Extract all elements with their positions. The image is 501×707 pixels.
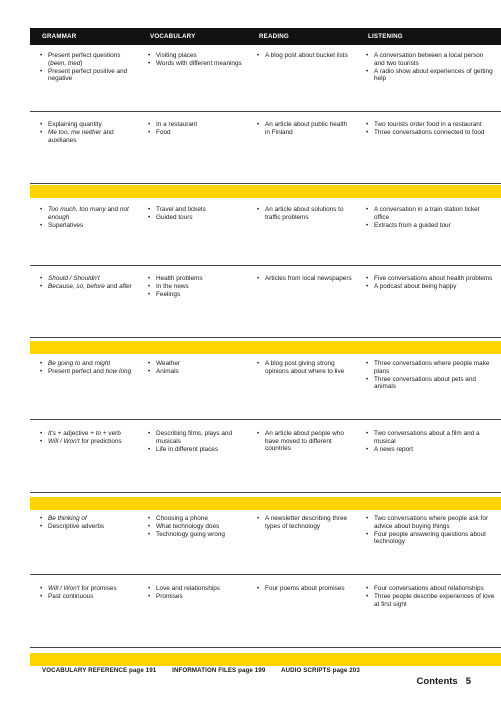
information-files-link[interactable]: INFORMATION FILES page 199 (172, 667, 266, 674)
bullet-list (365, 206, 495, 229)
bullet-list (365, 275, 495, 291)
listening-cell (365, 515, 495, 547)
page-footer-label (417, 676, 471, 687)
list-item: • A blog post about bucket lists (256, 52, 352, 60)
vocabulary-reference-link[interactable]: VOCABULARY REFERENCE page 191 (42, 667, 157, 674)
list-item (39, 438, 135, 446)
list-item: • Promises (147, 593, 243, 601)
list-item: • What technology does (147, 523, 243, 531)
list-item: • Technology going wrong (147, 531, 243, 539)
text-segment: Explaining quantity (48, 121, 102, 128)
list-item (39, 523, 135, 531)
list-item: • Life in different places (147, 446, 243, 454)
list-item: • Three people describe experiences of love at first sight (365, 593, 495, 608)
bullet-list (256, 430, 352, 453)
text-segment: and (105, 206, 120, 213)
listening-cell (365, 275, 495, 291)
text-segment: how long (105, 368, 132, 376)
vocabulary-cell (147, 585, 243, 601)
list-item: • Love and relationships (147, 585, 243, 593)
listening-cell (365, 360, 495, 392)
vocabulary-cell (147, 430, 243, 454)
section-band (30, 653, 501, 666)
text-segment: Be going to (48, 360, 81, 367)
text-segment: and (104, 283, 120, 291)
bullet-list (256, 206, 352, 221)
listening-cell (365, 206, 495, 230)
listening-cell (365, 52, 495, 84)
bullet-list (147, 121, 243, 137)
table-row (30, 423, 501, 493)
column-header-vocabulary: VOCABULARY (150, 33, 196, 40)
grammar-cell (39, 121, 135, 145)
table-row (30, 45, 501, 112)
reference-footer (42, 667, 374, 674)
list-item: • In a restaurant (147, 121, 243, 129)
vocabulary-cell (147, 515, 243, 540)
bullet-list (39, 206, 135, 229)
list-item (39, 206, 135, 221)
list-item (39, 129, 135, 144)
list-item: • Four people answering questions about technology (365, 531, 495, 546)
bullet-list (147, 515, 243, 539)
bullet-list (39, 515, 135, 531)
text-segment: might (94, 360, 111, 367)
list-item: • Guided tours (147, 214, 243, 222)
text-segment: It's (48, 430, 56, 437)
bullet-list (365, 585, 495, 608)
bullet-list (256, 515, 352, 530)
text-segment: not enough (48, 206, 129, 221)
bullet-list (39, 360, 135, 376)
list-item: • Choosing a phone (147, 515, 243, 523)
bullet-list (256, 275, 352, 283)
contents-table-header (30, 28, 501, 45)
text-segment: Superlatives (48, 221, 84, 229)
column-header-listening: LISTENING (368, 33, 403, 40)
table-row (30, 353, 501, 420)
list-item: • Four conversations about relationships (365, 585, 495, 593)
text-segment: Will / Won't (48, 585, 80, 592)
text-segment: Be thinking of (48, 515, 87, 522)
list-item (39, 121, 135, 129)
text-segment: for predictions (79, 438, 122, 446)
vocabulary-cell (147, 360, 243, 376)
list-item: • Three conversations connected to food (365, 129, 495, 137)
bullet-list (39, 430, 135, 446)
vocabulary-cell (147, 275, 243, 300)
text-segment: Me too, me neither (48, 129, 102, 137)
list-item: • Words with different meanings (147, 60, 243, 68)
listening-cell (365, 430, 495, 454)
list-item: • Health problems (147, 275, 243, 283)
list-item: • A radio show about experiences of getting help (365, 68, 495, 83)
list-item: • Four poems about promises (256, 585, 352, 593)
text-segment: Because, so, before (48, 283, 105, 291)
list-item: • An article about people who have moved to different countries (256, 430, 352, 453)
list-item (39, 515, 135, 523)
list-item (39, 68, 135, 83)
vocabulary-cell (147, 52, 243, 68)
list-item: • A conversation in a train station ticket office (365, 206, 495, 221)
bullet-list (39, 52, 135, 83)
vocabulary-cell (147, 121, 243, 137)
reading-cell (256, 430, 352, 453)
list-item: • Feelings (147, 291, 243, 299)
list-item: • Two conversations where people ask for advice about buying things (365, 515, 495, 530)
list-item (39, 52, 135, 67)
text-segment: Descriptive adverbs (48, 523, 105, 531)
list-item (39, 368, 135, 376)
text-segment: + adjective + (55, 430, 96, 437)
reading-cell (256, 275, 352, 283)
grammar-cell (39, 360, 135, 376)
list-item (39, 360, 135, 368)
grammar-cell (39, 206, 135, 230)
list-item: • In the news (147, 283, 243, 291)
grammar-cell (39, 430, 135, 446)
bullet-list (365, 430, 495, 453)
text-segment: after (119, 283, 132, 291)
bullet-list (365, 515, 495, 546)
reading-cell (256, 52, 352, 60)
list-item: • Two tourists order food in a restaurant (365, 121, 495, 129)
audio-scripts-link[interactable]: AUDIO SCRIPTS page 203 (280, 667, 360, 674)
text-segment: Should / Shouldn't (48, 275, 100, 282)
text-segment: to (95, 430, 102, 437)
list-item (39, 275, 135, 283)
list-item: • Extracts from a guided tour (365, 222, 495, 230)
bullet-list (39, 585, 135, 601)
column-header-grammar: GRAMMAR (42, 33, 77, 40)
table-row (30, 578, 501, 648)
table-row (30, 268, 501, 338)
list-item: • A podcast about being happy (365, 283, 495, 291)
bullet-list (147, 52, 243, 68)
vocabulary-cell (147, 206, 243, 222)
reading-cell (256, 206, 352, 222)
reading-cell (256, 121, 352, 137)
page-number: 5 (465, 676, 471, 687)
text-segment: + verb (101, 430, 121, 437)
text-segment: for promises (79, 585, 117, 592)
bullet-list (256, 121, 352, 136)
text-segment: and (80, 360, 95, 367)
list-item: • Describing films, plays and musicals (147, 430, 243, 445)
bullet-list (256, 52, 352, 60)
text-segment: Present perfect questions ( (48, 52, 121, 67)
bullet-list (147, 430, 243, 453)
list-item (39, 593, 135, 601)
list-item: • Three conversations about pets and animals (365, 376, 495, 391)
list-item: • Five conversations about health problems (365, 275, 495, 283)
bullet-list (147, 360, 243, 376)
table-row (30, 114, 501, 184)
grammar-cell (39, 585, 135, 601)
list-item: • Visiting places (147, 52, 243, 60)
list-item: • Two conversations about a film and a musical (365, 430, 495, 445)
list-item (39, 430, 135, 438)
text-segment: Will / Won't (48, 438, 80, 446)
grammar-cell (39, 52, 135, 84)
reading-cell (256, 360, 352, 376)
listening-cell (365, 585, 495, 609)
bullet-list (256, 585, 352, 593)
reading-cell (256, 515, 352, 531)
reading-cell (256, 585, 352, 593)
text-segment: ) (80, 59, 83, 67)
bullet-list (147, 206, 243, 222)
list-item: • An article about public health in Finland (256, 121, 352, 136)
list-item: • Food (147, 129, 243, 137)
bullet-list (365, 360, 495, 391)
text-segment: Present perfect positive and negative (48, 67, 128, 83)
listening-cell (365, 121, 495, 137)
list-item: • A conversation between a local person and two tourists (365, 52, 495, 67)
text-segment: Present perfect and (48, 368, 106, 376)
list-item: • Weather (147, 360, 243, 368)
section-title: Contents (416, 676, 458, 687)
list-item: • Animals (147, 368, 243, 376)
text-segment: been, tried (50, 59, 81, 67)
column-header-reading: READING (259, 33, 289, 40)
text-segment: Too much, too many (48, 206, 106, 213)
text-segment: and auxiliaries (48, 129, 114, 144)
list-item (39, 283, 135, 291)
list-item: • Travel and tickets (147, 206, 243, 214)
bullet-list (147, 275, 243, 299)
bullet-list (39, 121, 135, 144)
bullet-list (256, 360, 352, 375)
text-segment: Past continuous (48, 593, 94, 601)
bullet-list (147, 585, 243, 601)
table-row (30, 199, 501, 266)
grammar-cell (39, 515, 135, 531)
table-row (30, 508, 501, 575)
list-item: • Three conversations where people make plans (365, 360, 495, 375)
list-item: • A news report (365, 446, 495, 454)
grammar-cell (39, 275, 135, 291)
list-item (39, 222, 135, 230)
bullet-list (39, 275, 135, 291)
list-item: • An article about solutions to traffic problems (256, 206, 352, 221)
bullet-list (365, 52, 495, 83)
list-item: • A newsletter describing three types of technology (256, 515, 352, 530)
list-item: • Articles from local newspapers (256, 275, 352, 283)
list-item (39, 585, 135, 593)
list-item: • A blog post giving strong opinions about where to live (256, 360, 352, 375)
bullet-list (365, 121, 495, 137)
section-band (30, 185, 501, 198)
